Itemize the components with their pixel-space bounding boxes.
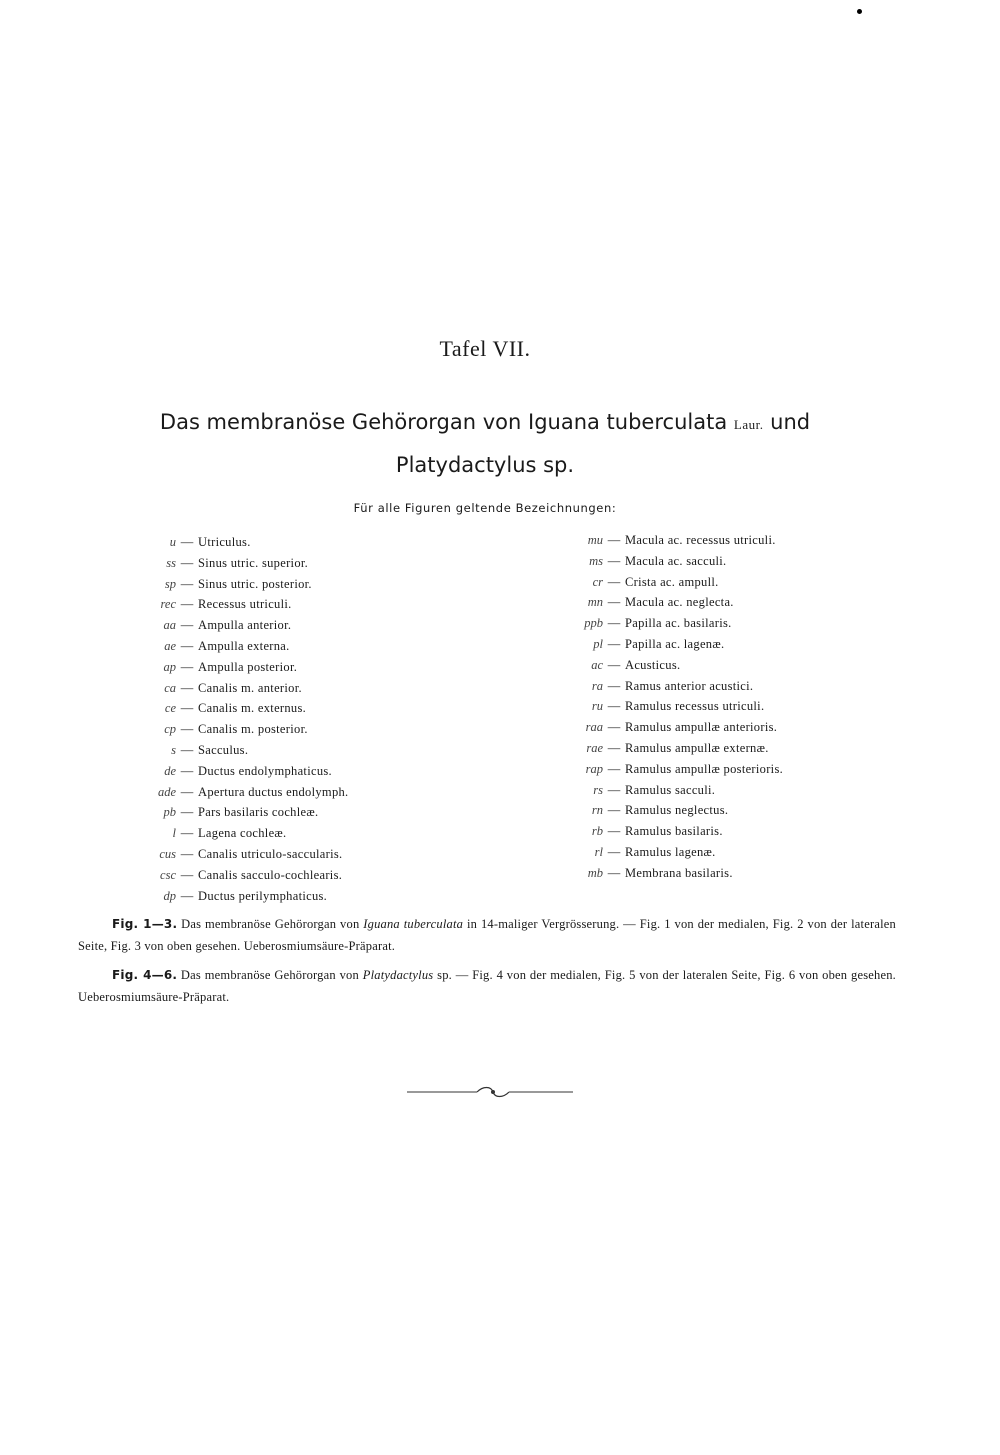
legend-dash: — bbox=[180, 701, 194, 716]
legend-entry bbox=[556, 863, 733, 883]
title-line-1-end: und bbox=[770, 410, 811, 434]
legend-dash: — bbox=[607, 824, 621, 839]
legend-entry bbox=[556, 780, 715, 800]
legend-term: Ampulla posterior. bbox=[198, 659, 298, 674]
legend-abbreviation: mu bbox=[587, 533, 603, 547]
legend-term: Macula ac. recessus utriculi. bbox=[625, 533, 776, 547]
legend-term: Ramulus basilaris. bbox=[625, 824, 723, 839]
legend-dash: — bbox=[607, 845, 621, 859]
legend-term: Utriculus. bbox=[198, 535, 251, 549]
legend-abbreviation: rap bbox=[585, 761, 603, 776]
page-speck bbox=[857, 9, 862, 14]
legend-abbreviation: rs bbox=[593, 782, 603, 797]
legend-abbreviation: s bbox=[171, 743, 176, 757]
legend-term: Lagena cochleæ. bbox=[198, 826, 287, 841]
legend-term: Acusticus. bbox=[625, 657, 681, 672]
legend-dash: — bbox=[180, 805, 194, 820]
legend-dash: — bbox=[607, 637, 621, 651]
legend-entry bbox=[134, 657, 297, 677]
legend-abbreviation: cus bbox=[159, 847, 176, 861]
legend-entry bbox=[134, 761, 332, 781]
legend-dash: — bbox=[180, 826, 194, 841]
legend-dash: — bbox=[180, 680, 194, 695]
caption-text: in 14-maliger Vergrösserung. — Fig. 1 von der medialen, Fig. 2 von der lateralen Seite, Fig. 3 von oben gesehen. Ueberosmiumsäure-Präparat. bbox=[78, 917, 896, 953]
legend-abbreviation: rb bbox=[591, 824, 603, 839]
legend-entry bbox=[134, 865, 342, 885]
legend-entry bbox=[556, 551, 726, 571]
legend-abbreviation: ade bbox=[157, 784, 176, 799]
legend-dash: — bbox=[180, 847, 194, 861]
legend-term: Papilla ac. basilaris. bbox=[625, 616, 732, 631]
legend-abbreviation: rae bbox=[586, 741, 603, 755]
legend-abbreviation: ppb bbox=[584, 616, 603, 631]
legend-abbreviation: l bbox=[172, 826, 176, 841]
legend-term: Pars basilaris cochleæ. bbox=[198, 805, 319, 820]
legend-term: Canalis m. posterior. bbox=[198, 722, 308, 737]
legend-abbreviation: ru bbox=[591, 699, 603, 714]
legend-term: Ampulla externa. bbox=[198, 639, 290, 653]
caption-text: sp. — Fig. 4 von der medialen, Fig. 5 von der lateralen Seite, Fig. 6 von oben gesehen. Ueberosmiumsäure-Präparat. bbox=[78, 968, 897, 1004]
legend-entry bbox=[556, 696, 764, 716]
legend-dash: — bbox=[607, 616, 621, 631]
legend-dash: — bbox=[180, 888, 194, 903]
title-line-1-main: Das membranöse Gehörorgan von Iguana tuberculata bbox=[159, 410, 728, 434]
legend-dash: — bbox=[180, 597, 194, 612]
legend-abbreviation: pl bbox=[593, 637, 603, 651]
legend-entry bbox=[556, 800, 728, 820]
legend-dash: — bbox=[180, 867, 194, 882]
legend-abbreviation: mb bbox=[587, 865, 603, 880]
legend-term: Canalis m. anterior. bbox=[198, 680, 302, 695]
legend-term: Canalis sacculo-cochlearis. bbox=[198, 867, 343, 882]
legend-dash: — bbox=[607, 553, 621, 568]
legend-term: Papilla ac. lagenæ. bbox=[625, 637, 725, 651]
legend-dash: — bbox=[180, 618, 194, 633]
legend-entry bbox=[556, 613, 732, 633]
legend-dash: — bbox=[180, 659, 194, 674]
legend-abbreviation: csc bbox=[160, 867, 176, 882]
legend-term: Ramulus recessus utriculi. bbox=[625, 699, 765, 714]
legend-entry bbox=[134, 740, 248, 760]
legend-heading: Für alle Figuren geltende Bezeichnungen: bbox=[353, 501, 617, 515]
legend-dash: — bbox=[180, 576, 194, 591]
legend-term: Ramus anterior acustici. bbox=[625, 678, 754, 693]
legend-abbreviation: pb bbox=[163, 805, 176, 820]
legend-abbreviation: ss bbox=[166, 555, 176, 570]
legend-term: Crista ac. ampull. bbox=[625, 574, 719, 589]
legend-entry bbox=[134, 802, 318, 822]
legend-entry bbox=[134, 636, 290, 656]
legend-dash: — bbox=[607, 678, 621, 693]
legend-entry bbox=[556, 821, 723, 841]
legend-entry bbox=[556, 634, 724, 654]
legend-abbreviation: raa bbox=[585, 720, 603, 735]
legend-entry bbox=[134, 886, 327, 906]
caption-species: Platydactylus bbox=[362, 968, 434, 982]
legend-entry bbox=[556, 655, 680, 675]
legend-abbreviation: ac bbox=[591, 657, 603, 672]
legend-abbreviation: dp bbox=[163, 888, 176, 903]
legend-entry bbox=[556, 530, 776, 550]
legend-term: Membrana basilaris. bbox=[625, 865, 733, 880]
legend-entry bbox=[556, 676, 753, 696]
legend-abbreviation: ca bbox=[164, 680, 176, 695]
legend-term: Macula ac. neglecta. bbox=[625, 595, 734, 610]
legend-entry bbox=[556, 592, 734, 612]
caption-text: Das membranöse Gehörorgan von bbox=[180, 968, 359, 982]
legend-abbreviation: sp bbox=[164, 576, 176, 591]
legend-abbreviation: ce bbox=[164, 701, 176, 716]
legend-entry bbox=[556, 759, 783, 779]
legend-entry bbox=[134, 782, 348, 802]
title-line-1 bbox=[0, 402, 970, 445]
legend-term: Recessus utriculi. bbox=[198, 597, 292, 612]
legend-term: Macula ac. sacculi. bbox=[625, 553, 727, 568]
legend-abbreviation: de bbox=[164, 763, 176, 778]
caption-fig-4-6 bbox=[78, 964, 896, 1008]
legend-entry bbox=[556, 717, 777, 737]
legend-dash: — bbox=[607, 657, 621, 672]
legend-abbreviation: u bbox=[169, 535, 176, 549]
legend-entry bbox=[134, 698, 306, 718]
legend-dash: — bbox=[180, 535, 194, 549]
legend-abbreviation: ae bbox=[164, 639, 176, 653]
legend-dash: — bbox=[180, 722, 194, 737]
legend-entry bbox=[134, 844, 342, 864]
legend-abbreviation: ap bbox=[163, 659, 176, 674]
legend-abbreviation: mn bbox=[587, 595, 603, 610]
legend-term: Ductus endolymphaticus. bbox=[198, 763, 332, 778]
legend-entry bbox=[134, 594, 292, 614]
legend-entry bbox=[134, 574, 312, 594]
legend-term: Ramulus lagenæ. bbox=[625, 845, 716, 859]
legend-term: Canalis m. externus. bbox=[198, 701, 307, 716]
plate-title: Tafel VII. bbox=[439, 336, 531, 361]
legend-term: Sinus utric. posterior. bbox=[198, 576, 312, 591]
caption-text: Das membranöse Gehörorgan von bbox=[181, 917, 360, 931]
legend-dash: — bbox=[607, 533, 621, 547]
legend-dash: — bbox=[607, 782, 621, 797]
legend-abbreviation: rec bbox=[160, 597, 176, 612]
legend-term: Ductus perilymphaticus. bbox=[198, 888, 328, 903]
legend-abbreviation: cp bbox=[164, 722, 176, 737]
legend-abbreviation: cr bbox=[592, 574, 603, 589]
legend-dash: — bbox=[180, 743, 194, 757]
legend-entry bbox=[556, 842, 716, 862]
legend-abbreviation: rl bbox=[594, 845, 603, 859]
legend-abbreviation: aa bbox=[163, 618, 176, 633]
legend-abbreviation: rn bbox=[591, 803, 603, 818]
caption-species: Iguana tuberculata bbox=[363, 917, 464, 931]
legend-term: Canalis utriculo-saccularis. bbox=[198, 847, 343, 861]
end-ornament bbox=[405, 1084, 575, 1100]
legend-term: Ramulus ampullæ externæ. bbox=[625, 741, 769, 755]
legend-abbreviation: ra bbox=[591, 678, 603, 693]
legend-dash: — bbox=[607, 720, 621, 735]
legend-dash: — bbox=[607, 699, 621, 714]
legend-entry bbox=[134, 553, 308, 573]
legend-abbreviation: ms bbox=[589, 553, 603, 568]
legend-entry bbox=[134, 823, 286, 843]
legend-dash: — bbox=[607, 865, 621, 880]
legend-dash: — bbox=[607, 803, 621, 818]
legend-dash: — bbox=[180, 639, 194, 653]
title-line-2: Platydactylus sp. bbox=[395, 453, 575, 477]
legend-term: Ramulus sacculi. bbox=[625, 782, 716, 797]
legend-entry bbox=[134, 615, 291, 635]
legend-entry bbox=[556, 738, 769, 758]
legend-entry bbox=[556, 572, 719, 592]
legend-dash: — bbox=[180, 763, 194, 778]
legend-term: Sacculus. bbox=[198, 743, 249, 757]
legend-term: Ramulus neglectus. bbox=[625, 803, 729, 818]
legend-term: Apertura ductus endolymph. bbox=[198, 784, 349, 799]
legend-dash: — bbox=[607, 741, 621, 755]
page-title bbox=[0, 402, 970, 485]
legend-entry bbox=[134, 532, 251, 552]
legend-term: Sinus utric. superior. bbox=[198, 555, 309, 570]
legend-dash: — bbox=[607, 761, 621, 776]
legend-term: Ramulus ampullæ anterioris. bbox=[625, 720, 778, 735]
caption-label: Fig. 1—3. bbox=[112, 917, 178, 931]
legend-entry bbox=[134, 719, 308, 739]
legend-dash: — bbox=[180, 784, 194, 799]
caption-label: Fig. 4—6. bbox=[112, 968, 178, 982]
legend-dash: — bbox=[607, 595, 621, 610]
caption-fig-1-3 bbox=[78, 913, 896, 957]
title-author: Laur. bbox=[733, 417, 764, 432]
legend-dash: — bbox=[607, 574, 621, 589]
legend-dash: — bbox=[180, 555, 194, 570]
legend-term: Ampulla anterior. bbox=[198, 618, 292, 633]
legend-entry bbox=[134, 678, 302, 698]
legend-term: Ramulus ampullæ posterioris. bbox=[625, 761, 784, 776]
